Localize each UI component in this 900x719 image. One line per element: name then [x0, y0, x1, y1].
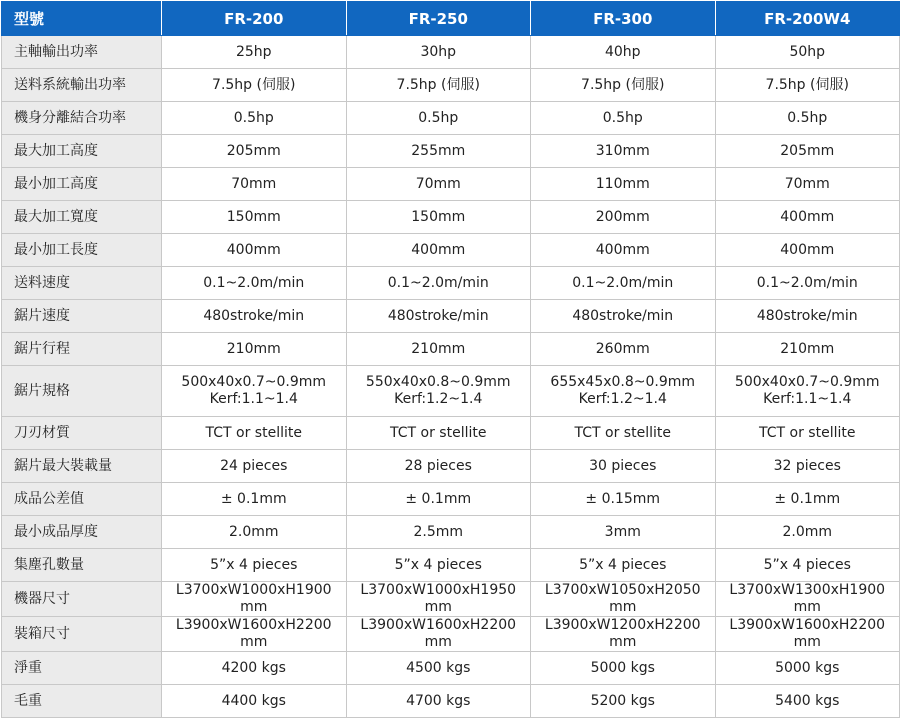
spec-cell: [162, 417, 347, 450]
spec-value: L3900xW1600xH2200 mm: [729, 617, 886, 650]
spec-value: 110mm: [595, 175, 650, 192]
row-label: 機器尺寸: [2, 582, 162, 617]
table-row: [2, 417, 900, 450]
row-label: 鋸片規格: [2, 366, 162, 417]
spec-cell: [162, 617, 347, 652]
spec-value: 205mm: [226, 142, 281, 159]
spec-value: 255mm: [411, 142, 466, 159]
spec-cell: [346, 516, 531, 549]
row-label: 鋸片最大裝載量: [2, 450, 162, 483]
spec-value: 7.5hp (伺服): [396, 76, 480, 93]
spec-cell: [346, 549, 531, 582]
spec-value: 500x40x0.7~0.9mm Kerf:1.1~1.4: [181, 374, 327, 407]
spec-cell: [346, 300, 531, 333]
row-label: 送料速度: [2, 267, 162, 300]
spec-value: 480stroke/min: [387, 307, 489, 324]
row-label: 裝箱尺寸: [2, 617, 162, 652]
spec-cell: [162, 69, 347, 102]
spec-cell: [162, 483, 347, 516]
spec-cell: [531, 417, 716, 450]
table-row: [2, 582, 900, 617]
header-row: [2, 2, 900, 36]
spec-cell: [715, 652, 900, 685]
spec-cell: [715, 135, 900, 168]
spec-cell: [715, 617, 900, 652]
spec-cell: [715, 366, 900, 417]
spec-cell: [346, 366, 531, 417]
spec-value: 3mm: [604, 523, 641, 540]
spec-value: 0.1~2.0m/min: [203, 274, 305, 291]
spec-value: TCT or stellite: [205, 424, 302, 441]
spec-value: 5”x 4 pieces: [394, 556, 482, 573]
spec-value: 200mm: [595, 208, 650, 225]
spec-cell: [162, 267, 347, 300]
spec-cell: [715, 483, 900, 516]
spec-cell: [531, 168, 716, 201]
spec-value: TCT or stellite: [759, 424, 856, 441]
spec-cell: [715, 549, 900, 582]
spec-cell: [715, 300, 900, 333]
row-label: 淨重: [2, 652, 162, 685]
spec-cell: [715, 516, 900, 549]
row-label: 主軸輸出功率: [2, 36, 162, 69]
spec-cell: [531, 582, 716, 617]
spec-cell: [715, 201, 900, 234]
table-row: [2, 685, 900, 718]
spec-value: 50hp: [789, 43, 826, 60]
spec-cell: [162, 36, 347, 69]
spec-value: 0.1~2.0m/min: [572, 274, 674, 291]
spec-value: 500x40x0.7~0.9mm Kerf:1.1~1.4: [734, 374, 880, 407]
spec-value: 70mm: [784, 175, 830, 192]
spec-value: ± 0.1mm: [405, 490, 472, 507]
spec-cell: [162, 652, 347, 685]
spec-value: 210mm: [411, 340, 466, 357]
spec-cell: [346, 102, 531, 135]
spec-value: 40hp: [604, 43, 641, 60]
table-row: [2, 102, 900, 135]
spec-value: 0.5hp: [418, 109, 459, 126]
spec-value: 150mm: [226, 208, 281, 225]
spec-value: 550x40x0.8~0.9mm Kerf:1.2~1.4: [365, 374, 511, 407]
spec-cell: [531, 201, 716, 234]
spec-value: 28 pieces: [404, 457, 472, 474]
spec-cell: [531, 516, 716, 549]
spec-cell: [346, 168, 531, 201]
spec-cell: [531, 366, 716, 417]
row-label: 鋸片速度: [2, 300, 162, 333]
spec-value: 210mm: [780, 340, 835, 357]
spec-value: 4400 kgs: [221, 692, 286, 709]
spec-cell: [162, 234, 347, 267]
spec-cell: [531, 685, 716, 718]
spec-value: 24 pieces: [220, 457, 288, 474]
header-fr-300: FR-300: [531, 2, 716, 36]
table-row: [2, 617, 900, 652]
spec-cell: [162, 333, 347, 366]
table-row: [2, 333, 900, 366]
spec-cell: [162, 516, 347, 549]
spec-cell: [531, 617, 716, 652]
spec-cell: [162, 582, 347, 617]
spec-cell: [715, 582, 900, 617]
spec-value: L3700xW1000xH1950 mm: [360, 582, 517, 615]
spec-value: 32 pieces: [773, 457, 841, 474]
spec-value: 5”x 4 pieces: [210, 556, 298, 573]
spec-cell: [162, 366, 347, 417]
spec-value: TCT or stellite: [574, 424, 671, 441]
spec-cell: [715, 168, 900, 201]
spec-cell: [531, 234, 716, 267]
spec-value: 0.5hp: [787, 109, 828, 126]
spec-value: ± 0.1mm: [774, 490, 841, 507]
spec-value: ± 0.1mm: [220, 490, 287, 507]
row-label: 毛重: [2, 685, 162, 718]
spec-cell: [346, 483, 531, 516]
table-row: [2, 234, 900, 267]
table-row: [2, 652, 900, 685]
spec-cell: [715, 267, 900, 300]
spec-value: 400mm: [226, 241, 281, 258]
table-row: [2, 69, 900, 102]
spec-cell: [346, 69, 531, 102]
spec-value: 2.0mm: [228, 523, 279, 540]
spec-value: 4700 kgs: [406, 692, 471, 709]
spec-cell: [162, 102, 347, 135]
table-row: [2, 168, 900, 201]
spec-value: 5200 kgs: [590, 692, 655, 709]
spec-value: 4200 kgs: [221, 659, 286, 676]
spec-value: 400mm: [780, 208, 835, 225]
spec-value: 210mm: [226, 340, 281, 357]
spec-value: TCT or stellite: [390, 424, 487, 441]
spec-value: 310mm: [595, 142, 650, 159]
spec-cell: [162, 168, 347, 201]
spec-cell: [346, 333, 531, 366]
spec-value: 0.1~2.0m/min: [756, 274, 858, 291]
spec-value: 5”x 4 pieces: [579, 556, 667, 573]
spec-value: L3700xW1000xH1900 mm: [175, 582, 332, 615]
table-row: [2, 549, 900, 582]
spec-value: 7.5hp (伺服): [581, 76, 665, 93]
spec-cell: [162, 300, 347, 333]
header-model: 型號: [2, 2, 162, 36]
spec-cell: [531, 267, 716, 300]
spec-value: 5000 kgs: [775, 659, 840, 676]
spec-cell: [531, 333, 716, 366]
header-fr-200w4: FR-200W4: [715, 2, 900, 36]
row-label: 集塵孔數量: [2, 549, 162, 582]
table-row: [2, 36, 900, 69]
spec-cell: [531, 36, 716, 69]
header-fr-200: FR-200: [162, 2, 347, 36]
spec-cell: [346, 36, 531, 69]
table-row: [2, 366, 900, 417]
spec-value: 4500 kgs: [406, 659, 471, 676]
spec-cell: [346, 417, 531, 450]
spec-cell: [162, 450, 347, 483]
spec-cell: [531, 483, 716, 516]
spec-cell: [162, 135, 347, 168]
spec-cell: [346, 652, 531, 685]
table-row: [2, 300, 900, 333]
spec-value: ± 0.15mm: [585, 490, 661, 507]
spec-value: 7.5hp (伺服): [765, 76, 849, 93]
spec-cell: [531, 135, 716, 168]
spec-value: L3900xW1600xH2200 mm: [360, 617, 517, 650]
spec-cell: [162, 549, 347, 582]
spec-value: 5”x 4 pieces: [763, 556, 851, 573]
spec-cell: [346, 582, 531, 617]
spec-cell: [346, 201, 531, 234]
row-label: 最大加工高度: [2, 135, 162, 168]
row-label: 最小加工長度: [2, 234, 162, 267]
spec-value: 25hp: [235, 43, 272, 60]
spec-value: 260mm: [595, 340, 650, 357]
spec-value: L3900xW1600xH2200 mm: [175, 617, 332, 650]
spec-cell: [715, 69, 900, 102]
spec-value: 5000 kgs: [590, 659, 655, 676]
spec-table: [1, 1, 900, 718]
spec-cell: [162, 201, 347, 234]
table-row: [2, 516, 900, 549]
spec-cell: [715, 234, 900, 267]
spec-value: 0.5hp: [233, 109, 274, 126]
spec-value: 7.5hp (伺服): [212, 76, 296, 93]
spec-value: 480stroke/min: [203, 307, 305, 324]
table-row: [2, 135, 900, 168]
spec-cell: [531, 300, 716, 333]
spec-cell: [346, 234, 531, 267]
row-label: 刀刃材質: [2, 417, 162, 450]
spec-cell: [531, 652, 716, 685]
spec-value: 70mm: [231, 175, 277, 192]
row-label: 成品公差值: [2, 483, 162, 516]
spec-value: 2.0mm: [782, 523, 833, 540]
spec-value: 400mm: [780, 241, 835, 258]
spec-cell: [715, 417, 900, 450]
spec-cell: [715, 102, 900, 135]
spec-cell: [346, 135, 531, 168]
table-row: [2, 267, 900, 300]
spec-value: 480stroke/min: [756, 307, 858, 324]
spec-value: 30 pieces: [589, 457, 657, 474]
spec-cell: [346, 450, 531, 483]
spec-value: 400mm: [411, 241, 466, 258]
spec-value: 205mm: [780, 142, 835, 159]
spec-cell: [715, 685, 900, 718]
spec-value: 5400 kgs: [775, 692, 840, 709]
spec-cell: [531, 102, 716, 135]
row-label: 機身分離結合功率: [2, 102, 162, 135]
table-row: [2, 450, 900, 483]
header-fr-250: FR-250: [346, 2, 531, 36]
spec-value: L3900xW1200xH2200 mm: [544, 617, 701, 650]
spec-value: 0.1~2.0m/min: [387, 274, 489, 291]
table-row: [2, 201, 900, 234]
spec-cell: [531, 69, 716, 102]
spec-cell: [346, 267, 531, 300]
spec-cell: [715, 450, 900, 483]
spec-cell: [346, 617, 531, 652]
row-label: 鋸片行程: [2, 333, 162, 366]
row-label: 最小成品厚度: [2, 516, 162, 549]
spec-value: 2.5mm: [413, 523, 464, 540]
spec-value: 655x45x0.8~0.9mm Kerf:1.2~1.4: [550, 374, 696, 407]
spec-value: 30hp: [420, 43, 457, 60]
spec-cell: [715, 36, 900, 69]
spec-cell: [162, 685, 347, 718]
row-label: 最小加工高度: [2, 168, 162, 201]
spec-value: 480stroke/min: [572, 307, 674, 324]
spec-value: 70mm: [415, 175, 461, 192]
spec-value: L3700xW1300xH1900 mm: [729, 582, 886, 615]
row-label: 最大加工寬度: [2, 201, 162, 234]
table-row: [2, 483, 900, 516]
spec-value: 0.5hp: [602, 109, 643, 126]
spec-value: L3700xW1050xH2050 mm: [544, 582, 701, 615]
spec-cell: [715, 333, 900, 366]
row-label: 送料系統輸出功率: [2, 69, 162, 102]
spec-value: 150mm: [411, 208, 466, 225]
spec-cell: [346, 685, 531, 718]
spec-cell: [531, 549, 716, 582]
spec-cell: [531, 450, 716, 483]
spec-value: 400mm: [595, 241, 650, 258]
